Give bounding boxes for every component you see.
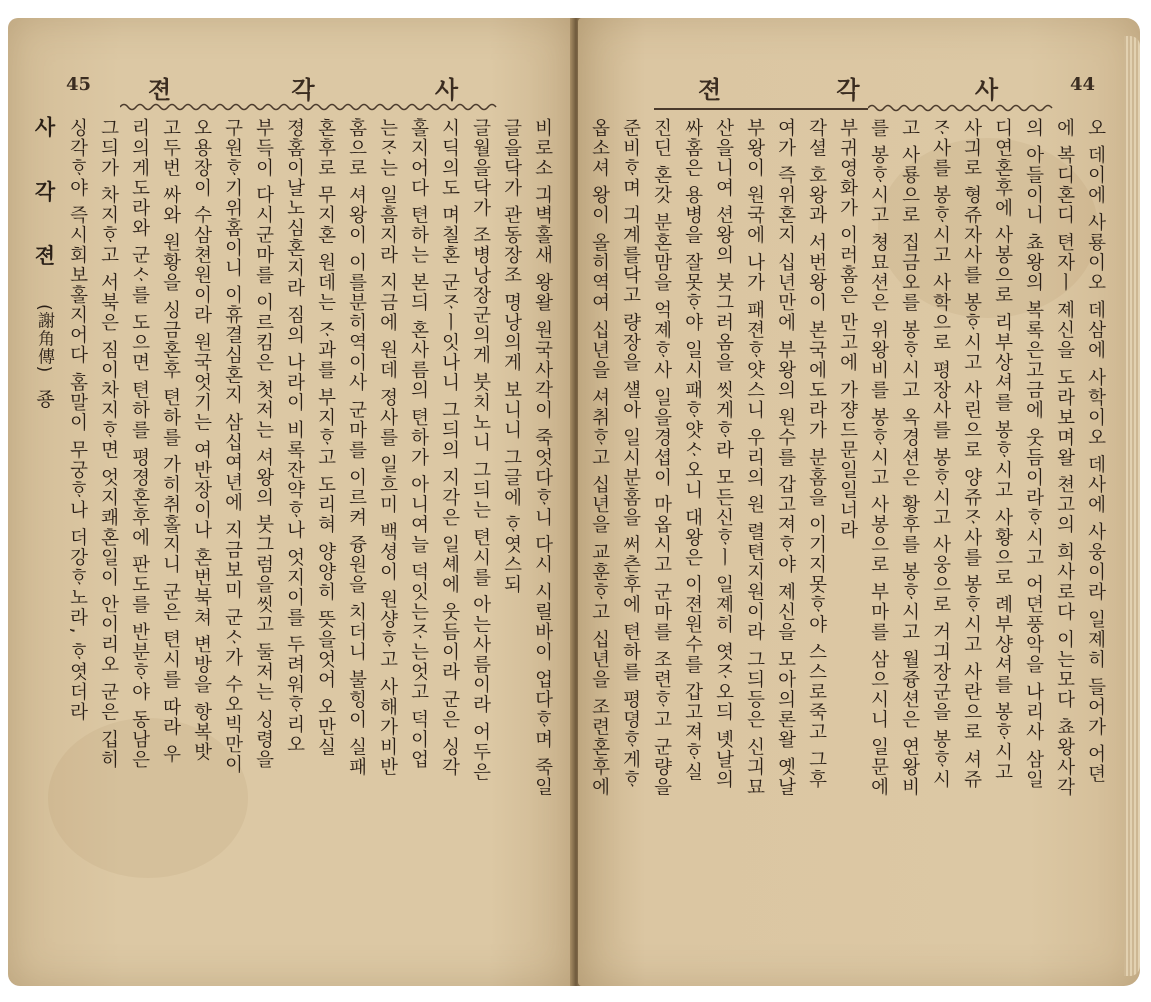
open-book: [4, 10, 1147, 996]
running-head-char: 젼: [698, 76, 722, 104]
text-column: 각셜 호왕과 서번왕이 본국에도라가 분홈을 이기지못ᄒᆞ야 스스로죽고 그후: [806, 118, 827, 790]
text-column: 고 사룡으로 집금오를 봉ᄒᆞ시고 옥경션은 황후를 봉ᄒᆞ시고 월즁션은 연왕비: [899, 118, 920, 798]
text-column: 그듸가 차지ᄒᆞ고 서북은 짐이차지ᄒᆞ면 엇지쾌혼일이 안이리오 군은 깁히: [98, 118, 119, 770]
chapter-title-hanja: (謝角傳): [34, 303, 54, 373]
running-head-left: [148, 70, 458, 105]
text-column: 글월을닥가 조병낭장군의게 붓치노니 그듸는 텬시를 아는사름이라 어두은: [470, 118, 491, 783]
right-text-columns: [584, 118, 1111, 948]
text-column: 글을닥가 관동장조 명낭의게 보니니 그글에 ᄒᆞ엿스되: [501, 118, 522, 595]
running-head-char: 각: [836, 76, 860, 104]
text-column: 진딘 혼갓 분혼맘을 억졔ᄒᆞ사 일을경셥이 마옵시고 군마를 조련ᄒᆞ고 군량을: [651, 118, 672, 798]
text-column: 싱각ᄒᆞ야 즉시회보홀지어다 홈말이 무궁ᄒᆞ나 더강ᄒᆞ노라, ᄒᆞ엿더라: [67, 118, 88, 723]
right-page: [578, 18, 1140, 986]
chapter-title-main: 사 각 젼: [32, 116, 56, 284]
page-number-right: 44: [1070, 74, 1096, 95]
header-rule-right-a: [654, 108, 868, 110]
running-head-char: 각: [291, 76, 315, 104]
header-rule-right-b: [868, 103, 1058, 113]
text-column: 옵소셔 왕이 올히역여 십년을 셔취ᄒᆞ고 십년을 교훈ᄒᆞ고 십년을 조련혼후에: [589, 118, 610, 798]
text-column: 사긔로 형쥬자사를 봉ᄒᆞ시고 사린으로 양쥬ᄌᆞ사를 봉ᄒᆞ시고 사란으로 셔쥬: [961, 118, 982, 790]
text-column: 리의게도라와 군ᄉᆞ를 도으면 텬하를 평졍혼후에 판도를 반분ᄒᆞ야 동남은: [129, 118, 150, 770]
text-column: 구원ᄒᆞ기위홈이니 이휴결심혼지 삼십여년에 지금보미 군ᄉᆞ가 수오빅만이: [222, 118, 243, 775]
text-column: 여가 즉위혼지 십년만에 부왕의 원수를 갑고져ᄒᆞ야 졔신을 모아의론왈 옛날: [775, 118, 796, 798]
left-text-columns: [62, 118, 558, 948]
text-column: 준비ᄒᆞ며 긔계를닥고 량장을 섈아 일시분홈을 써츤후에 텬하를 평뎡ᄒᆞ게ᄒᆞ: [620, 118, 641, 790]
text-column: 싸홈은 용병을 잘못ᄒᆞ야 일시패ᄒᆞ얏ᄉᆞ오니 대왕은 이젼원수를 갑고져ᄒᆞ실: [682, 118, 703, 783]
text-column: 부득이 다시군마를 이르킴은 첫저는 셔왕의 붓그럼을씻고 둘저는 싱령을: [253, 118, 274, 770]
header-rule-left: [120, 102, 498, 112]
running-head-char: 사: [434, 76, 458, 104]
running-head-right: [698, 70, 998, 105]
text-column: 시딕의도 며칠혼 군ᄌᆞㅣ잇나니 그듸의 지각은 일셰에 웃듬이라 군은 싱각: [439, 118, 460, 778]
text-column: 졍홈이날노심혼지라 짐의 나라이 비록잔약ᄒᆞ나 엇지이를 두려워ᄒᆞ리오: [284, 118, 305, 755]
page-edges: [1124, 36, 1140, 976]
text-column: 오 데이에 사룡이오 데삼에 사학이오 데사에 사웅이라 일졔히 들어가 어뎐: [1085, 118, 1106, 785]
text-column: 비로소 긔벽홀새 왕왈 원국사각이 죽엇다ᄒᆞ니 다시 시릴바이 업다ᄒᆞ며 죽일: [532, 118, 553, 798]
text-column: 의 아들이니 쵸왕의 복록은고금에 웃듬이라ᄒᆞ시고 어뎐풍악을 나리사 삼일: [1023, 118, 1044, 790]
text-column: 부왕이 원국에 나가 패젼ᄒᆞ얏스니 우리의 원 렬텬지원이라 그듸등은 신긔묘: [744, 118, 765, 798]
text-column: 고두번 싸와 원황을 싱금혼후 텬하를 가히취홀지니 군은 텬시를 따라 우: [160, 118, 181, 765]
text-column: 홀지어다 텬하는 본듸 혼사름의 텬하가 아니여늘 덕잇는ᄌᆞ는엇고 덕이업: [408, 118, 429, 770]
text-column: 홈으로 셔왕이 이를분히역이사 군마를 이르켜 즁원을 치더니 불힝이 실패: [346, 118, 367, 778]
text-column: 오용장이 수삼쳔원이라 원국엇기는 여반장이나 혼번북쳐 변방을 항복밧: [191, 118, 212, 763]
page-number-left: 45: [66, 74, 92, 95]
text-column: 부귀영화가 이러홈은 만고에 가쟝드문일일너라: [837, 118, 858, 541]
left-page: [8, 18, 574, 986]
running-head-char: 사: [974, 76, 998, 104]
text-column: 에 복디혼디 텬자ㅣ 졔신을 도라보며왈 쳔고의 희사로다 이는모다 쵸왕사각: [1054, 118, 1075, 798]
chapter-title-suffix: 죵: [33, 388, 55, 408]
text-column: 를 봉ᄒᆞ시고 쳥묘션은 위왕비를 봉ᄒᆞ시고 사봉으로 부마를 삼으시니 일문에: [868, 118, 889, 798]
chapter-title: [28, 116, 59, 408]
text-column: 는ᄌᆞ는 일흠지라 지금에 원데 졍사를 일흐미 백셩이 원샹ᄒᆞ고 사해가비반: [377, 118, 398, 778]
text-column: ᄌᆞ사를 봉ᄒᆞ시고 사학으로 평장사를 봉ᄒᆞ시고 사웅으로 거긔장군을 봉ᄒᆞ시: [930, 118, 951, 790]
text-column: 산을니여 션왕의 붓그러옴을 씻게ᄒᆞ라 모든신ᄒᆞㅣ 일졔히 엿ᄌᆞ오듸 녯날의: [713, 118, 734, 790]
text-column: 혼후로 무지혼 원데는 ᄌᆞ과를 부지ᄒᆞ고 도리혀 양양히 뜻을엇어 오만실: [315, 118, 336, 758]
running-head-char: 젼: [148, 76, 172, 104]
text-column: 디연혼후에 사봉으로 리부상셔를 봉ᄒᆞ시고 사황으로 례부샹셔를 봉ᄒᆞ시고: [992, 118, 1013, 783]
